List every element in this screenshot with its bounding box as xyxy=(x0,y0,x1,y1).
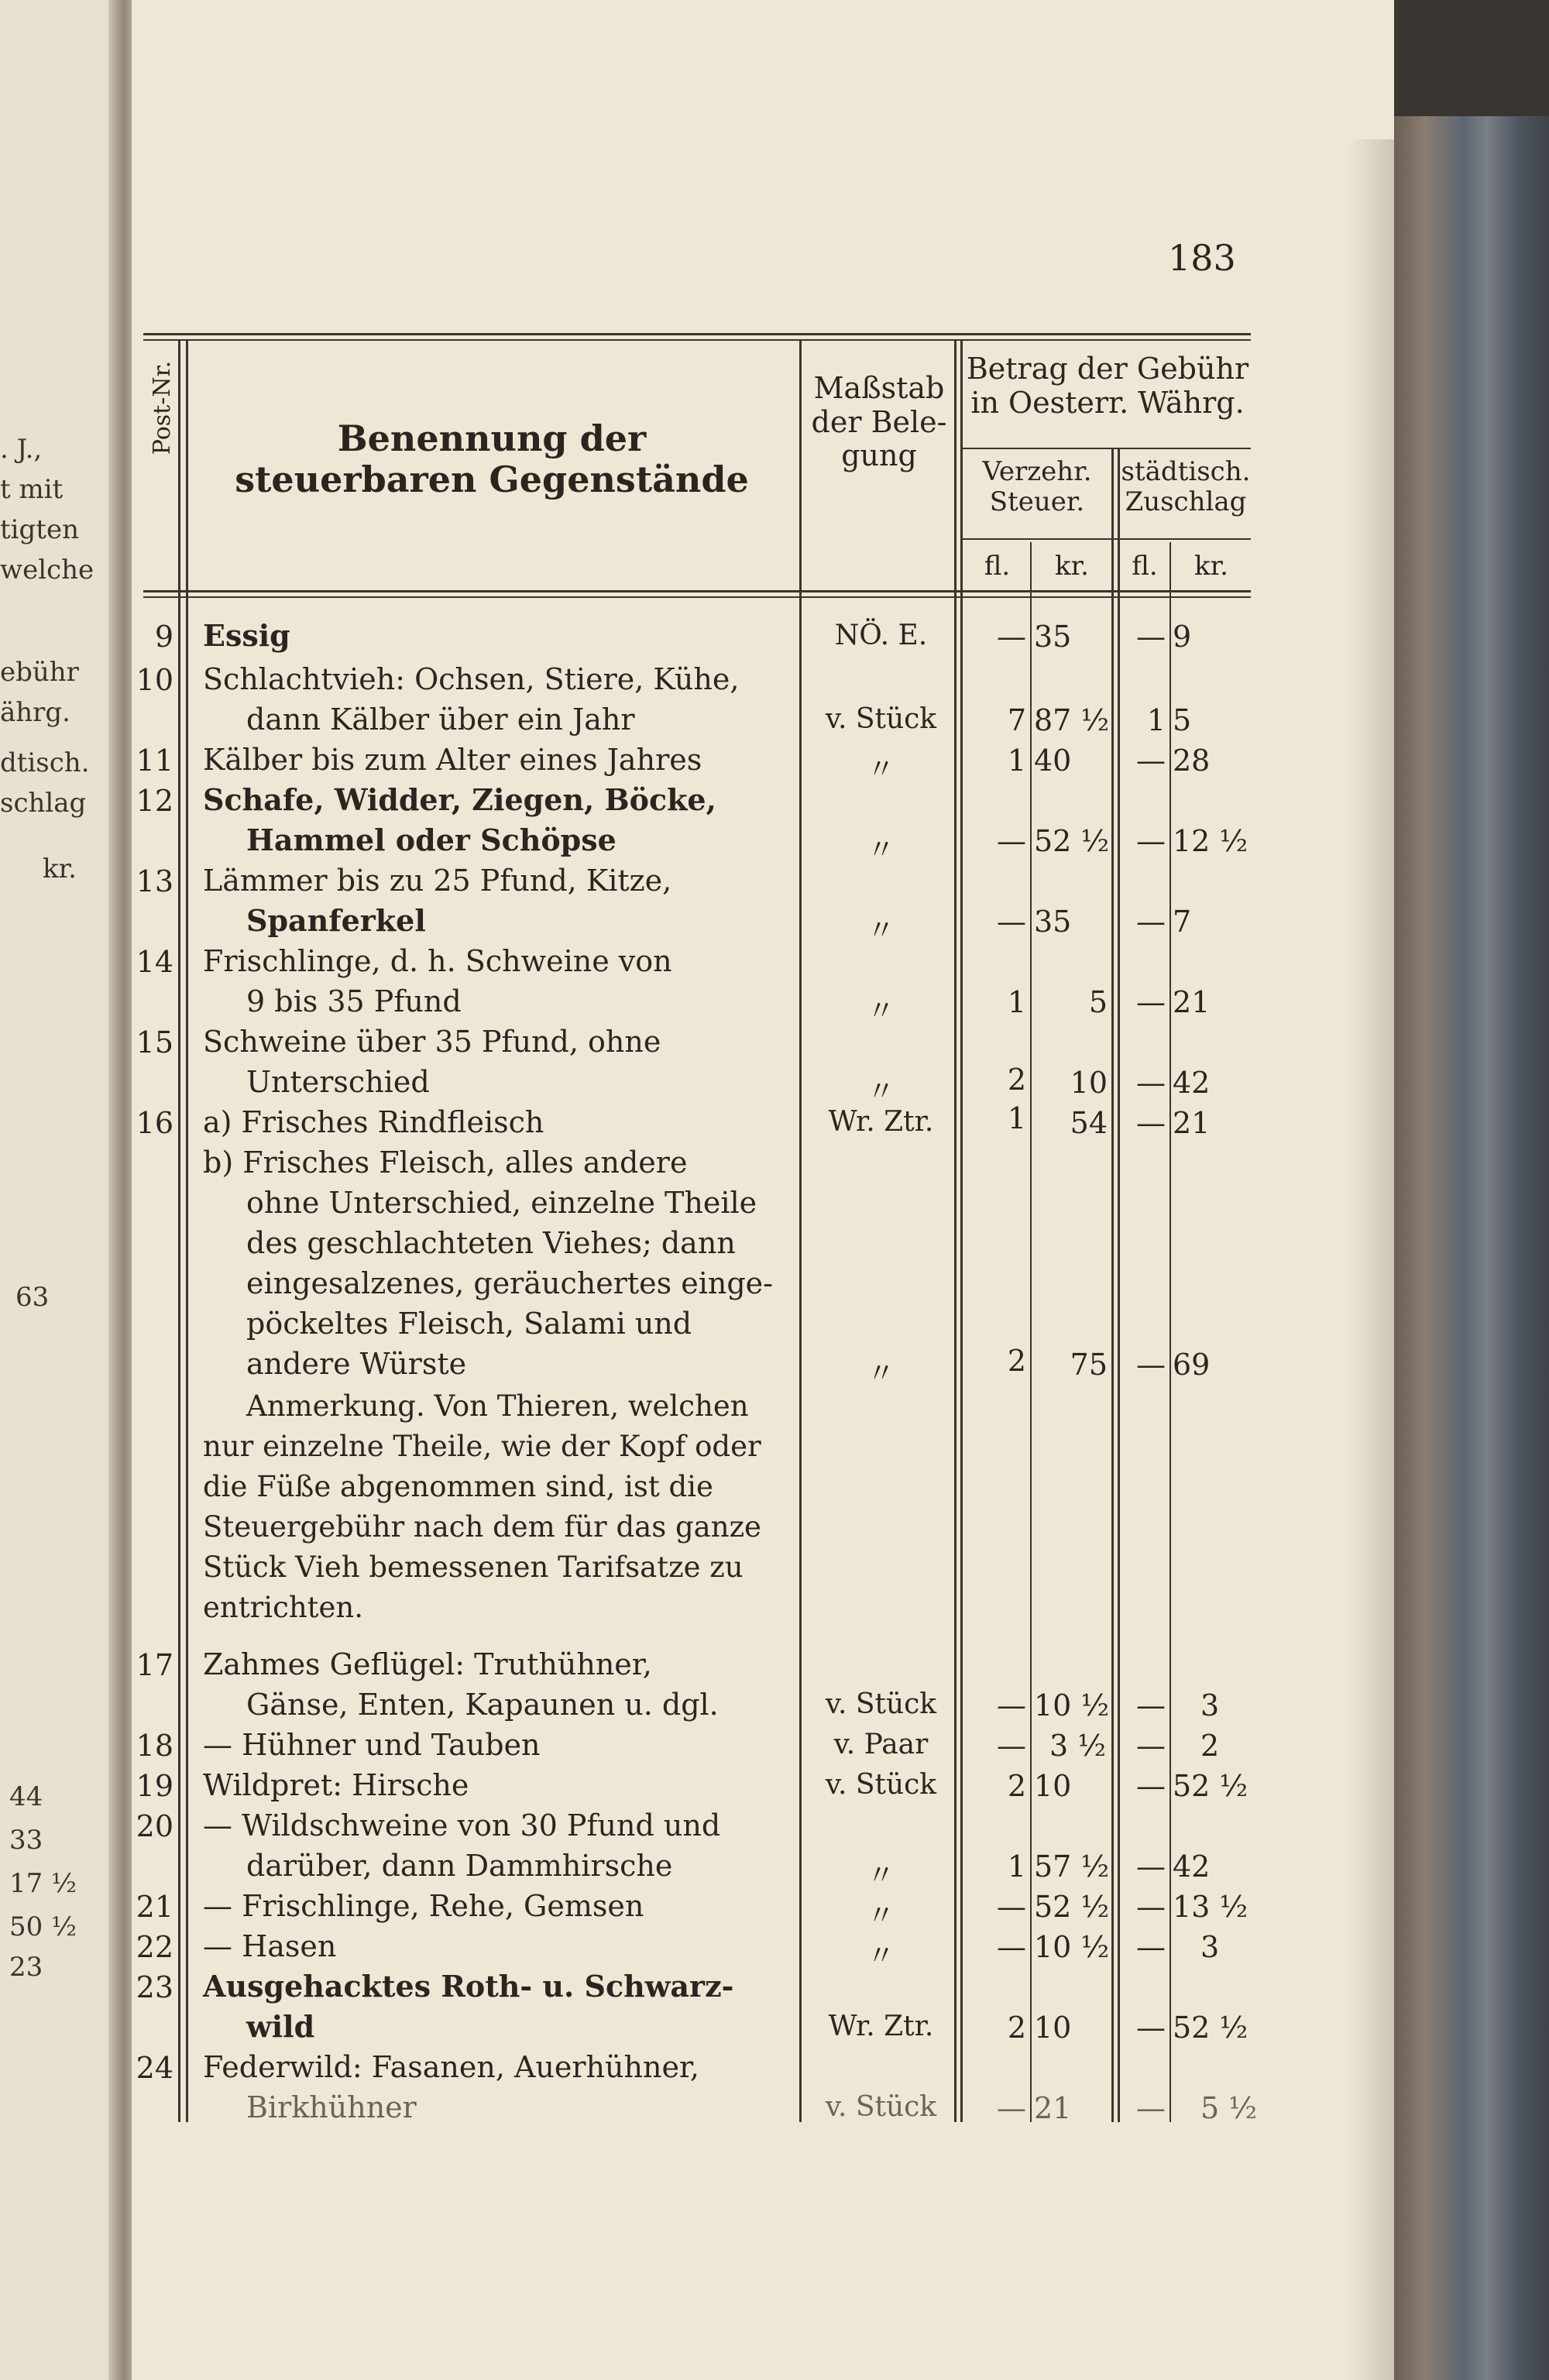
header-verzehr: Verzehr. Steuer. xyxy=(982,456,1092,518)
staedt-kr: 7 xyxy=(1173,905,1192,939)
verzehr-kr: 21 xyxy=(1034,2091,1072,2125)
staedt-kr: 12 ½ xyxy=(1173,824,1248,858)
staedt-kr: 52 ½ xyxy=(1173,2011,1248,2045)
verzehr-fl: 1 xyxy=(1007,744,1026,778)
item-text: Lämmer bis zu 25 Pfund, Kitze, xyxy=(203,864,672,898)
item-text: a) Frisches Rindfleisch xyxy=(203,1105,544,1139)
staedt-kr: 21 xyxy=(1173,985,1211,1019)
staedt-fl: — xyxy=(1136,1769,1166,1803)
staedt-fl: — xyxy=(1136,905,1166,939)
unit: v. Stück xyxy=(825,1688,937,1720)
staedt-kr: 13 ½ xyxy=(1173,1890,1248,1924)
staedt-fl: 1 xyxy=(1146,703,1166,737)
col-line xyxy=(186,341,188,2122)
item-text-cont: Birkhühner xyxy=(246,2090,417,2124)
post-nr: 12 xyxy=(136,784,173,818)
item-text-cont: Spanferkel xyxy=(246,903,426,938)
staedt-kr: 69 xyxy=(1173,1348,1211,1382)
post-nr: 14 xyxy=(136,945,173,979)
verzehr-kr: 10 xyxy=(1070,1066,1108,1100)
item-text: Wildpret: Hirsche xyxy=(203,1768,469,1802)
post-nr: 15 xyxy=(136,1025,173,1059)
unit: v. Stück xyxy=(825,703,937,735)
col-line xyxy=(960,341,963,2122)
item-text-cont: Gänse, Enten, Kapaunen u. dgl. xyxy=(246,1688,719,1722)
unit: 〃 xyxy=(867,834,895,866)
rule-sub xyxy=(960,538,1251,540)
unit: v. Stück xyxy=(825,2091,937,2123)
staedt-kr: 3 xyxy=(1200,1688,1220,1722)
left-text: . J., xyxy=(0,434,43,465)
verzehr-kr: 10 ½ xyxy=(1034,1930,1110,1964)
verzehr-fl: 2 xyxy=(1007,2011,1026,2045)
staedt-fl: — xyxy=(1136,2091,1166,2125)
unit: 〃 xyxy=(867,754,895,785)
item-text: — Wildschweine von 30 Pfund und xyxy=(203,1808,721,1843)
left-value: 50 ½ xyxy=(9,1911,77,1942)
verzehr-kr: 10 xyxy=(1034,2011,1072,2045)
item-text: Kälber bis zum Alter eines Jahres xyxy=(203,743,702,777)
verzehr-fl: 1 xyxy=(1007,1849,1026,1884)
rule-betrag xyxy=(960,448,1251,449)
item-text-cont: eingesalzenes, geräuchertes einge- xyxy=(246,1266,773,1300)
verzehr-fl: — xyxy=(997,620,1026,654)
page-shade xyxy=(1348,139,1394,2380)
verzehr-fl: — xyxy=(997,1890,1026,1924)
staedt-fl: — xyxy=(1136,985,1166,1019)
verzehr-fl: 7 xyxy=(1007,703,1026,737)
verzehr-fl: 2 xyxy=(1007,1063,1026,1097)
staedt-kr: 52 ½ xyxy=(1173,1769,1248,1803)
staedt-kr: 21 xyxy=(1173,1106,1211,1140)
item-text: b) Frisches Fleisch, alles andere xyxy=(203,1145,688,1180)
verzehr-kr: 52 ½ xyxy=(1034,1890,1110,1924)
left-text: tigten xyxy=(0,514,79,545)
item-text: Frischlinge, d. h. Schweine von xyxy=(203,944,672,978)
item-text: — Hühner und Tauben xyxy=(203,1728,541,1762)
item-text: Schweine über 35 Pfund, ohne xyxy=(203,1025,661,1059)
item-text-cont: pöckeltes Fleisch, Salami und xyxy=(246,1307,692,1341)
verzehr-fl: 1 xyxy=(1007,1101,1026,1135)
unit: 〃 xyxy=(867,1900,895,1932)
staedt-fl: — xyxy=(1136,1348,1166,1382)
left-value: 23 xyxy=(9,1952,43,1983)
verzehr-fl: — xyxy=(997,824,1026,858)
staedt-fl: — xyxy=(1136,1688,1166,1722)
unit: Wr. Ztr. xyxy=(828,1106,934,1138)
item-text: — Hasen xyxy=(203,1929,337,1963)
item-text: Schlachtvieh: Ochsen, Stiere, Kühe, xyxy=(203,662,740,696)
verzehr-fl: — xyxy=(997,2091,1026,2125)
left-value: 44 xyxy=(9,1781,43,1812)
staedt-kr: 9 xyxy=(1173,620,1192,654)
left-text: ebühr xyxy=(0,657,79,688)
staedt-fl: — xyxy=(1136,1930,1166,1964)
item-text: — Frischlinge, Rehe, Gemsen xyxy=(203,1889,644,1923)
verzehr-fl: — xyxy=(997,1729,1026,1763)
staedt-kr: 28 xyxy=(1173,744,1211,778)
unit: 〃 xyxy=(867,1860,895,1891)
staedt-fl: — xyxy=(1136,744,1166,778)
anmerkung: Anmerkung. Von Thieren, welchen nur einzelne Theile, wie der Kopf oder die Füße abgenommen sind, ist die Steuergebühr nach dem für das ganze Stück Vieh bemessenen Tarifsatze zu entrichten. xyxy=(203,1389,761,1624)
staedt-kr: 42 xyxy=(1173,1066,1211,1100)
verzehr-kr: 75 xyxy=(1070,1348,1108,1382)
header-fl-1: fl. xyxy=(984,551,1011,582)
item-text-cont: darüber, dann Dammhirsche xyxy=(246,1849,673,1883)
verzehr-kr: 57 ½ xyxy=(1034,1849,1110,1884)
item-text: Federwild: Fasanen, Auerhühner, xyxy=(203,2050,700,2084)
unit: v. Paar xyxy=(833,1729,929,1760)
page-number: 183 xyxy=(1168,237,1236,279)
col-line xyxy=(178,341,180,2122)
post-nr: 24 xyxy=(136,2051,173,2085)
unit: 〃 xyxy=(867,1940,895,1972)
staedt-kr: 42 xyxy=(1173,1849,1211,1884)
staedt-kr: 5 xyxy=(1173,703,1192,737)
verzehr-kr: 35 xyxy=(1034,620,1072,654)
staedt-fl: — xyxy=(1136,2011,1166,2045)
col-line xyxy=(954,341,957,2122)
header-benennung: Benennung der steuerbaren Gegenstände xyxy=(235,417,749,500)
post-nr: 21 xyxy=(136,1890,173,1924)
post-nr: 10 xyxy=(136,663,173,697)
left-text: kr. xyxy=(43,853,77,884)
unit: 〃 xyxy=(867,1076,895,1108)
item-text: Zahmes Geflügel: Truthühner, xyxy=(203,1647,652,1681)
verzehr-fl: — xyxy=(997,1688,1026,1722)
verzehr-fl: — xyxy=(997,905,1026,939)
verzehr-fl: — xyxy=(997,1930,1026,1964)
unit: Wr. Ztr. xyxy=(828,2011,934,2042)
verzehr-kr: 54 xyxy=(1070,1106,1108,1140)
staedt-fl: — xyxy=(1136,620,1166,654)
rule-header-2 xyxy=(143,596,1251,598)
item-text-cont: andere Würste xyxy=(246,1347,467,1381)
header-staedt: städtisch. Zuschlag xyxy=(1121,456,1251,518)
post-nr: 17 xyxy=(136,1648,173,1682)
left-value: 17 ½ xyxy=(9,1868,77,1899)
item-text-cont: ohne Unterschied, einzelne Theile xyxy=(246,1186,757,1220)
staedt-kr: 2 xyxy=(1200,1729,1220,1763)
left-text: dtisch. xyxy=(0,747,90,778)
left-value: 33 xyxy=(9,1825,43,1856)
verzehr-kr: 3 ½ xyxy=(1049,1729,1107,1763)
post-nr: 18 xyxy=(136,1729,173,1763)
verzehr-fl: 1 xyxy=(1007,985,1026,1019)
verzehr-kr: 87 ½ xyxy=(1034,703,1110,737)
rule-top xyxy=(143,333,1251,335)
staedt-fl: — xyxy=(1136,1066,1166,1100)
col-line xyxy=(1030,542,1032,2122)
verzehr-kr: 40 xyxy=(1034,744,1072,778)
item-text-cont: wild xyxy=(246,2009,315,2044)
header-kr-1: kr. xyxy=(1055,551,1089,582)
rule-top-2 xyxy=(143,339,1251,341)
verzehr-fl: 2 xyxy=(1007,1769,1026,1803)
header-massstab: Maßstab der Bele-gung xyxy=(811,371,947,473)
item-text: Ausgehacktes Roth- u. Schwarz- xyxy=(203,1969,734,2004)
staedt-fl: — xyxy=(1136,824,1166,858)
item-text-cont: dann Kälber über ein Jahr xyxy=(246,702,635,737)
left-text: welche xyxy=(0,555,94,586)
left-value: 63 xyxy=(15,1282,50,1313)
staedt-kr: 3 xyxy=(1200,1930,1220,1964)
verzehr-kr: 5 xyxy=(1088,985,1108,1019)
item-text: Essig xyxy=(203,618,290,653)
post-nr: 19 xyxy=(136,1769,173,1803)
left-text: t mit xyxy=(0,474,64,505)
header-kr-2: kr. xyxy=(1194,551,1228,582)
header-post-nr: Post-Nr. xyxy=(148,360,176,455)
verzehr-fl: 2 xyxy=(1007,1344,1026,1378)
unit: NÖ. E. xyxy=(834,620,928,651)
item-text-cont: Hammel oder Schöpse xyxy=(246,823,617,857)
verzehr-kr: 10 xyxy=(1034,1769,1072,1803)
post-nr: 23 xyxy=(136,1970,173,2004)
verzehr-kr: 35 xyxy=(1034,905,1072,939)
header-fl-2: fl. xyxy=(1132,551,1158,582)
unit: v. Stück xyxy=(825,1769,937,1801)
left-page xyxy=(0,0,116,2380)
item-text-cont: 9 bis 35 Pfund xyxy=(246,984,462,1018)
staedt-fl: — xyxy=(1136,1890,1166,1924)
post-nr: 11 xyxy=(136,744,173,778)
post-nr: 22 xyxy=(136,1930,173,1964)
book-edge xyxy=(1394,116,1549,2380)
staedt-fl: — xyxy=(1136,1849,1166,1884)
item-text-cont: Unterschied xyxy=(246,1065,430,1099)
col-line xyxy=(1169,542,1171,2122)
left-text: ährg. xyxy=(0,697,70,728)
post-nr: 16 xyxy=(136,1106,173,1140)
staedt-fl: — xyxy=(1136,1106,1166,1140)
post-nr: 9 xyxy=(154,620,173,654)
verzehr-kr: 52 ½ xyxy=(1034,824,1110,858)
item-text-cont: des geschlachteten Viehes; dann xyxy=(246,1226,736,1260)
unit: 〃 xyxy=(867,995,895,1027)
rule-header xyxy=(143,590,1251,592)
col-line xyxy=(1118,449,1120,2122)
verzehr-kr: 10 ½ xyxy=(1034,1688,1110,1722)
unit: 〃 xyxy=(867,915,895,946)
header-betrag: Betrag der Gebühr in Oesterr. Währg. xyxy=(966,352,1249,420)
post-nr: 20 xyxy=(136,1809,173,1843)
post-nr: 13 xyxy=(136,864,173,898)
item-text: Schafe, Widder, Ziegen, Böcke, xyxy=(203,782,716,817)
staedt-kr: 5 ½ xyxy=(1200,2091,1258,2125)
left-text: schlag xyxy=(0,788,87,819)
col-line xyxy=(1111,449,1114,2122)
staedt-fl: — xyxy=(1136,1729,1166,1763)
unit: 〃 xyxy=(867,1358,895,1389)
